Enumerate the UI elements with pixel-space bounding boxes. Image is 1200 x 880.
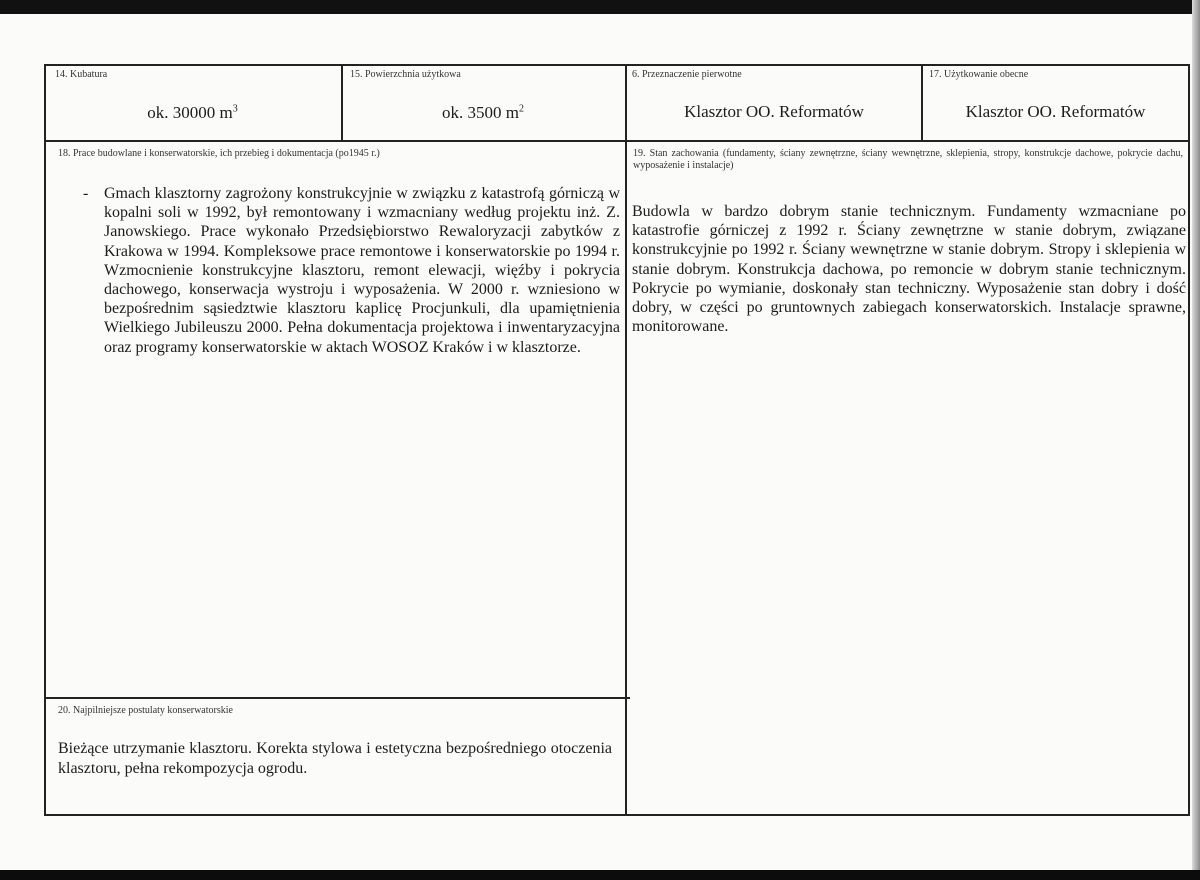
postulaty-text: Bieżące utrzymanie klasztoru. Korekta stylowa i estetyczna bezpośredniego otoczenia klasztoru, pełna rekompozycja ogrodu. [58,740,612,777]
kubatura-unit-sup: 3 [232,103,238,115]
grid-line-mid [625,64,627,816]
przeznaczenie-value: Klasztor OO. Reformatów [684,102,864,121]
grid-line-left [44,64,46,816]
scan-top-edge [0,0,1200,14]
grid-line-right [1188,64,1190,816]
powierzchnia-value [341,103,625,123]
powierzchnia-unit-sup: 2 [518,103,524,115]
scan-right-edge [1192,0,1200,880]
przeznaczenie-label: 6. Przeznaczenie pierwotne [632,69,742,80]
scan-bottom-edge [0,870,1200,880]
kubatura-label: 14. Kubatura [55,69,108,80]
grid-line-top [44,64,1190,66]
prace-text: Gmach klasztorny zagrożony konstrukcyjnie w związku z katastrofą górniczą w kopalni soli w 1992, był remontowany i wzmacniany według projektu inż. Z. Janowskiego. Prace wykonało Przedsiębiorstwo Rewaloryzacji zabytków z Krakowa w 1994. Kompleksowe prace remontowe i konserwatorskie po 1994 r. Wzmocnienie konstrukcyjne klasztoru, remont elewacji, więźby i pokrycia dachowego, konserwacja wystroju i wyposażenia. W 2000 r. wzniesiono w bezpośrednim sąsiedztwie klasztoru kaplicę Procjunkuli, dla upamiętnienia Wielkiego Jubileuszu 2000. Pełna dokumentacja projektowa i inwentaryzacyjna oraz programy konserwatorskie w aktach WOSOZ Kraków i w klasztorze. [104,185,620,356]
stan-label: 19. Stan zachowania (fundamenty, ściany zewnętrzne, ściany wewnętrzne, sklepienia, stropy, konstrukcje dachowe, pokrycie dachu, wyposażenie i instalacje) [633,148,1183,171]
powierzchnia-value-text: ok. 3500 m [442,103,519,122]
prace-label: 18. Prace budowlane i konserwatorskie, ich przebieg i dokumentacja (po1945 r.) [58,148,380,159]
grid-line-row1-bottom [44,140,1190,142]
grid-line-bottom [44,814,1190,816]
stan-text: Budowla w bardzo dobrym stanie technicznym. Fundamenty wzmacniane po katastrofie górniczej z 1992 r. Ściany zewnętrzne w stanie dobrym, związane konstrukcyjnie po 1992 r. Ściany wewnętrzne w stanie dobrym. Stropy i sklepienia w stanie dobrym. Konstrukcja dachowa, po remoncie w dobrym stanie technicznym. Pokrycie po wymianie, doskonały stan techniczny. Wyposażenie stan dobry i dość dobry, w części po gruntownych zabiegach konserwatorskich. Instalacje sprawne, monitorowane. [632,203,1186,336]
postulaty-label: 20. Najpilniejsze postulaty konserwatorskie [58,705,233,716]
uzytkowanie-label: 17. Użytkowanie obecne [929,69,1029,80]
kubatura-value-text: ok. 30000 m [147,103,233,122]
grid-line-left-section-divider [44,697,630,699]
prace-bullet: - [83,185,89,202]
uzytkowanie-value: Klasztor OO. Reformatów [965,102,1146,121]
kubatura-value [44,103,341,123]
powierzchnia-label: 15. Powierzchnia użytkowa [350,69,461,80]
